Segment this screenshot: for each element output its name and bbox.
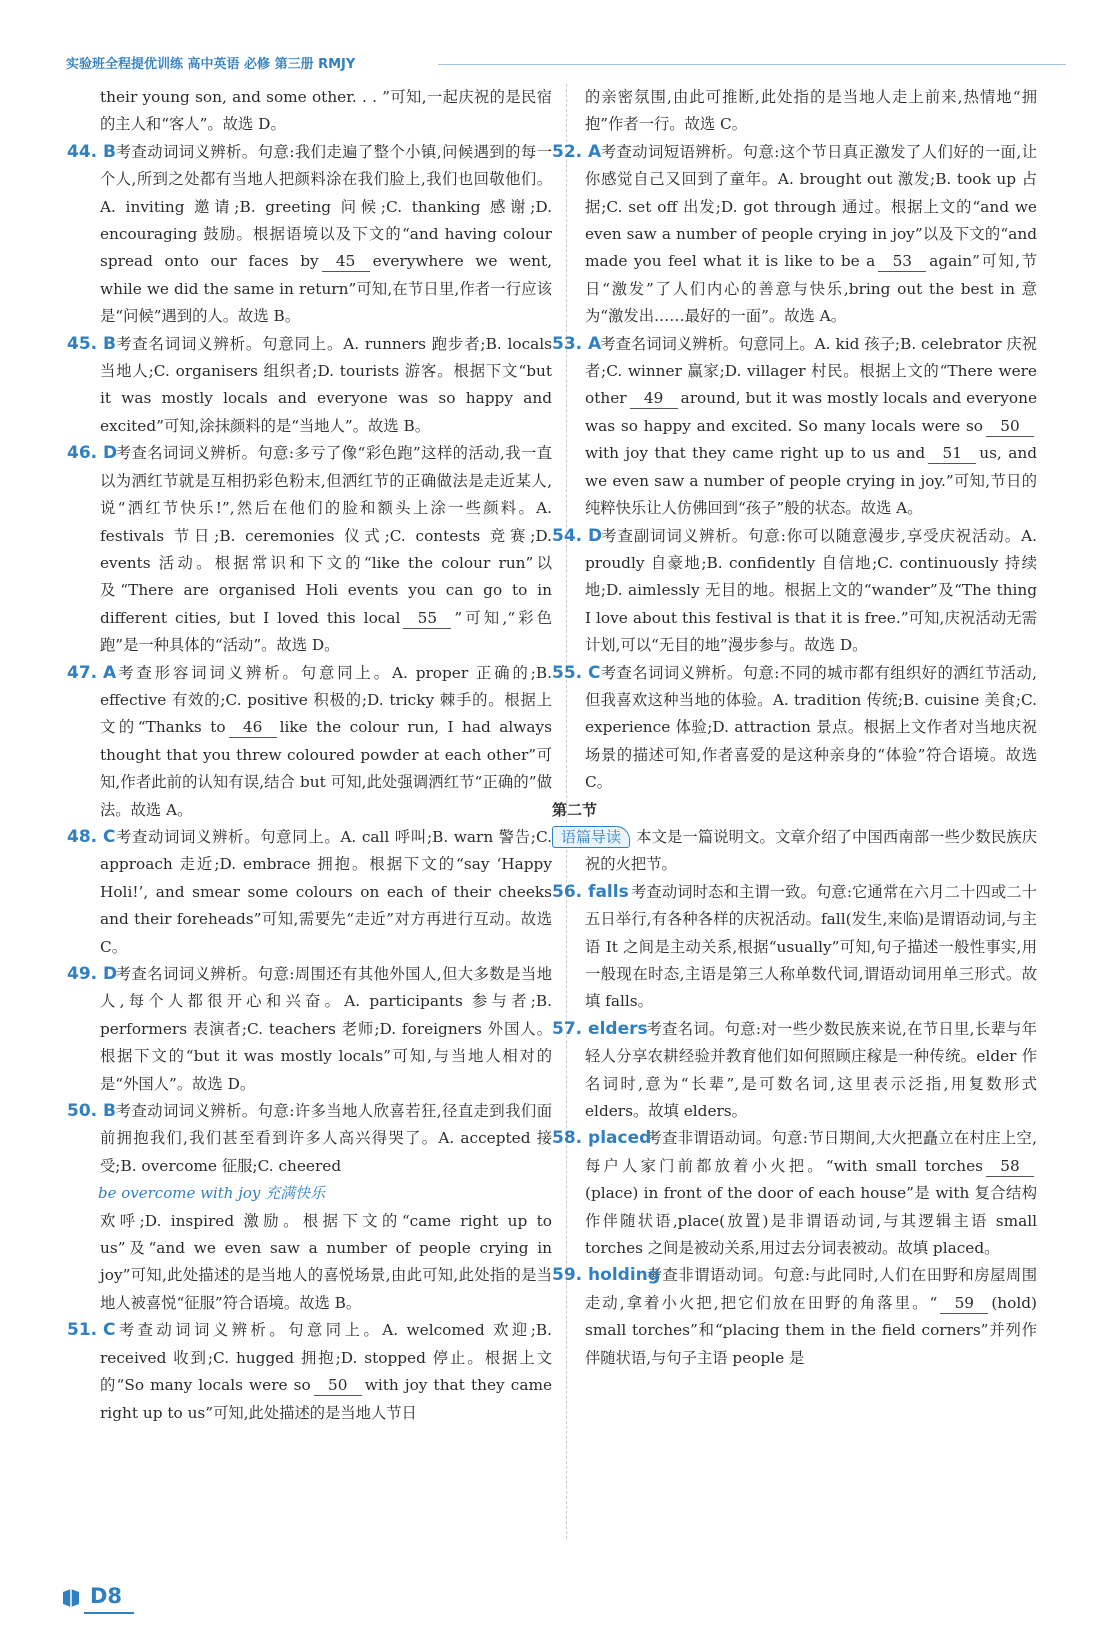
explanation: 考查名词词义辨析。句意:周围还有其他外国人,但大多数是当地人,每个人都很开心和兴奋。A. participants 参与者;B. performers 表演者;C. teachers 老师;D. foreigners 外国人。根据下文的“but it was mostly locals”可知,与当地人相对的是“外国人”。故选 D。	[100, 965, 552, 1093]
answer-word: elders	[588, 1018, 648, 1039]
explanation-cont: everywhere we went, while we did the same in return”可知,在节日里,作者一行应该是“问候”遇到的人。故选 B。	[100, 252, 552, 326]
explanation: 考查名词。句意:对一些少数民族来说,在节日里,长辈与年轻人分享农耕经验并教育他们如何照顾庄稼是一种传统。elder 作名词时,意为“长辈”,是可数名词,这里表示泛指,用复数形式 elders。故填 elders。	[585, 1019, 1037, 1121]
answer-number: 53. A	[552, 333, 602, 354]
answer-number: 56. falls	[552, 881, 629, 902]
explanation: 考查副词词义辨析。句意:你可以随意漫步,享受庆祝活动。A. proudly 自豪地;B. confidently 自信地;C. continuously 持续地;D. aimlessly 无目的地。根据上文的“wander”及“The thing I love about this festival is that it is free.”可知,庆祝活动无需计划,可以“无目的地”漫步参与。故选 D。	[585, 526, 1037, 655]
explanation: 考查动词时态和主谓一致。句意:它通常在六月二十四或二十五日举行,有各种各样的庆祝活动。fall(发生,来临)是谓语动词,与主语 It 之间是主动关系,根据“usually”可知,句子描述一般性事实,用一般现在时态,主语是第三人称单数代词,谓语动词用单三形式。故填 falls。	[585, 882, 1037, 1011]
explanation: 考查动词词义辨析。句意:我们走遍了整个小镇,问候遇到的每一个人,所到之处都有当地人把颜料涂在我们脸上,我们也回敬他们。A. inviting 邀请;B. greeting 问候;C. thanking 感谢;D. encouraging 鼓励。根据语境以及下文的“and having colour spread onto our faces by	[100, 142, 552, 271]
answer-number: 52. A	[552, 141, 602, 162]
answer-52	[552, 139, 1037, 331]
answer-number: 50. B	[67, 1101, 116, 1122]
answer-word: placed	[588, 1128, 652, 1149]
answer-47	[67, 660, 552, 824]
explanation: 考查动词词义辨析。句意同上。A. welcomed 欢迎;B. received 收到;C. hugged 拥抱;D. stopped 停止。根据上文的“So many locals were so	[100, 1321, 552, 1395]
blank: 46	[229, 717, 277, 738]
blank: 51	[928, 443, 976, 464]
answer-45	[67, 331, 552, 441]
explanation-cont: with joy that they came right up to us and	[585, 444, 926, 463]
answer-number: 44. B	[67, 141, 116, 162]
explanation: 考查形容词词义辨析。句意同上。A. proper 正确的;B. effective 有效的;C. positive 积极的;D. tricky 棘手的。根据上文的“Thanks to	[100, 663, 552, 737]
blank: 49	[630, 388, 678, 409]
explanation: 考查名词词义辨析。句意:不同的城市都有组织好的洒红节活动,但我喜欢这种当地的体验。A. tradition 传统;B. cuisine 美食;C. experience 体验;D. attraction 景点。根据上文作者对当地庆祝场景的描述可知,作者喜爱的是这种亲身的“体验”符合语境。故选 C。	[585, 663, 1037, 792]
answer-word: holding	[588, 1265, 660, 1286]
answer-number: 49. D	[67, 964, 118, 984]
explanation-cont: like the colour run, I had always thought that you threw coloured powder at each other”可知,作者此前的认知有误,结合 but 可知,此处强调洒红节“正确的”做法。故选 A。	[100, 718, 552, 819]
right-column	[552, 84, 1037, 1372]
answer-number: 51. C	[67, 1320, 116, 1341]
explanation: 考查动词短语辨析。句意:这个节日真正激发了人们好的一面,让你感觉自己又回到了童年。A. brought out 激发;B. took up 占据;C. set off 出发;D. got through 通过。根据上文的“and we even saw a number of people crying in joy”以及下文的“and made you feel what it is like to be a	[585, 142, 1037, 271]
explanation-cont: (hold) small torches”和“placing them in the field corners”并列作伴随状语,与句子主语 people 是	[585, 1293, 1037, 1367]
explanation: 考查动词词义辨析。句意:许多当地人欣喜若狂,径直走到我们面前拥抱我们,我们甚至看到许多人高兴得哭了。A. accepted 接受;B. overcome 征服;C. cheered	[100, 1102, 552, 1175]
explanation-cont: us, and we even saw a number of people crying in joy.”可知,节日的纯粹快乐让人仿佛回到“孩子”般的状态。故选 A。	[585, 444, 1037, 518]
footer-rule	[84, 1612, 134, 1614]
explanation-cont: 欢呼;D. inspired 激励。根据下文的“came right up to us”及“and we even saw a number of people crying in joy”可知,此处描述的是当地人的喜悦场景,由此可知,此处指的是当地人被喜悦“征服”符合语境。故选 B。	[100, 1211, 552, 1312]
answer-number: 59. holding	[552, 1265, 660, 1286]
continuation-text: 的亲密氛围,由此可推断,此处指的是当地人走上前来,热情地“拥抱”作者一行。故选 C。	[585, 88, 1037, 134]
blank: 55	[403, 608, 451, 629]
answer-54	[552, 523, 1037, 660]
guide-tag: 语篇导读	[552, 826, 630, 848]
left-column	[67, 84, 552, 1427]
blank: 45	[322, 251, 370, 272]
answer-word: falls	[588, 881, 629, 902]
answer-55	[552, 660, 1037, 797]
explanation-cont: ”可知,“彩色跑”是一种具体的“活动”。故选 D。	[100, 608, 552, 655]
answer-46	[67, 440, 552, 659]
explanation: 考查名词词义辨析。句意:多亏了像“彩色跑”这样的活动,我一直以为洒红节就是互相扔彩色粉末,但洒红节的正确做法是走近某人,说“洒红节快乐!”,然后在他们的脸和额头上涂一些颜料。A. festivals 节日;B. ceremonies 仪式;C. contests 竞赛;D. events 活动。根据常识和下文的“like the colour run”以及“There are organised Holi events you can go to in different cities, but I loved this local	[100, 444, 552, 627]
answer-57	[552, 1016, 1037, 1126]
answer-56	[552, 879, 1037, 1016]
answer-48	[67, 824, 552, 961]
section-heading: 第二节	[552, 800, 598, 819]
continuation-text: their young son, and some other. . . ”可知,一起庆祝的是民宿的主人和“客人”。故选 D。	[100, 88, 552, 134]
blank: 58	[986, 1156, 1034, 1177]
answer-50	[67, 1098, 552, 1317]
answer-number: 58. placed	[552, 1128, 652, 1149]
explanation-cont: again”可知,节日“激发”了人们内心的善意与快乐,bring out the best in 意为“激发出……最好的一面”。故选 A。	[585, 252, 1037, 326]
explanation-cont: (place) in front of the door of each house”是 with 复合结构作伴随状语,place(放置)是非谓语动词,与其逻辑主语 small torches 之间是被动关系,用过去分词表被动。故填 placed。	[585, 1184, 1037, 1258]
blank: 59	[940, 1293, 988, 1314]
page-number: D8	[90, 1584, 123, 1608]
header-rule	[438, 64, 1066, 65]
blank: 53	[878, 251, 926, 272]
answer-51	[67, 1317, 552, 1427]
handwritten-note: be overcome with joy 充满快乐	[98, 1184, 326, 1203]
explanation-cont: with joy that they came right up to us”可知,此处描述的是当地人节日	[100, 1376, 552, 1422]
answer-number: 47. A	[67, 662, 117, 683]
header-title: 实验班全程提优训练 高中英语 必修 第三册 RMJY	[66, 57, 356, 72]
page-footer	[60, 1582, 140, 1616]
explanation: 考查名词词义辨析。句意同上。A. runners 跑步者;B. locals 当地人;C. organisers 组织者;D. tourists 游客。根据下文“but it was mostly locals and everyone was so happy and excited”可知,涂抹颜料的是“当地人”。故选 B。	[100, 334, 552, 435]
answer-49	[67, 961, 552, 1098]
explanation: 考查名词词义辨析。句意同上。A. kid 孩子;B. celebrator 庆祝者;C. winner 赢家;D. villager 村民。根据上文的“There were other	[585, 334, 1037, 408]
explanation: 考查动词词义辨析。句意同上。A. call 呼叫;B. warn 警告;C. approach 走近;D. embrace 拥抱。根据下文的“say ‘Happy Holi!’, and smear some colours on each of their cheeks and their foreheads”可知,需要先“走近”对方再进行互动。故选 C。	[100, 827, 552, 956]
running-header	[66, 53, 1066, 75]
answer-59	[552, 1262, 1037, 1372]
answer-44	[67, 139, 552, 331]
book-icon	[60, 1586, 82, 1610]
blank: 50	[314, 1375, 362, 1396]
guide-text: 本文是一篇说明文。文章介绍了中国西南部一些少数民族庆祝的火把节。	[585, 827, 1037, 874]
blank: 50	[986, 416, 1034, 437]
explanation: 考查非谓语动词。句意:与此同时,人们在田野和房屋周围走动,拿着小火把,把它们放在田野的角落里。“	[585, 1266, 1037, 1312]
answer-number: 48. C	[67, 826, 116, 847]
answer-number: 45. B	[67, 333, 116, 354]
answer-58	[552, 1125, 1037, 1262]
explanation: 考查非谓语动词。句意:节日期间,大火把矗立在村庄上空,每户人家门前都放着小火把。“with small torches	[585, 1129, 1037, 1175]
answer-number: 54. D	[552, 525, 603, 546]
explanation-cont: around, but it was mostly locals and everyone was so happy and excited. So many locals were so	[585, 389, 1037, 435]
answer-number: 55. C	[552, 662, 601, 683]
answer-53	[552, 331, 1037, 523]
answer-number: 57. elders	[552, 1018, 648, 1039]
answer-number: 46. D	[67, 443, 118, 464]
